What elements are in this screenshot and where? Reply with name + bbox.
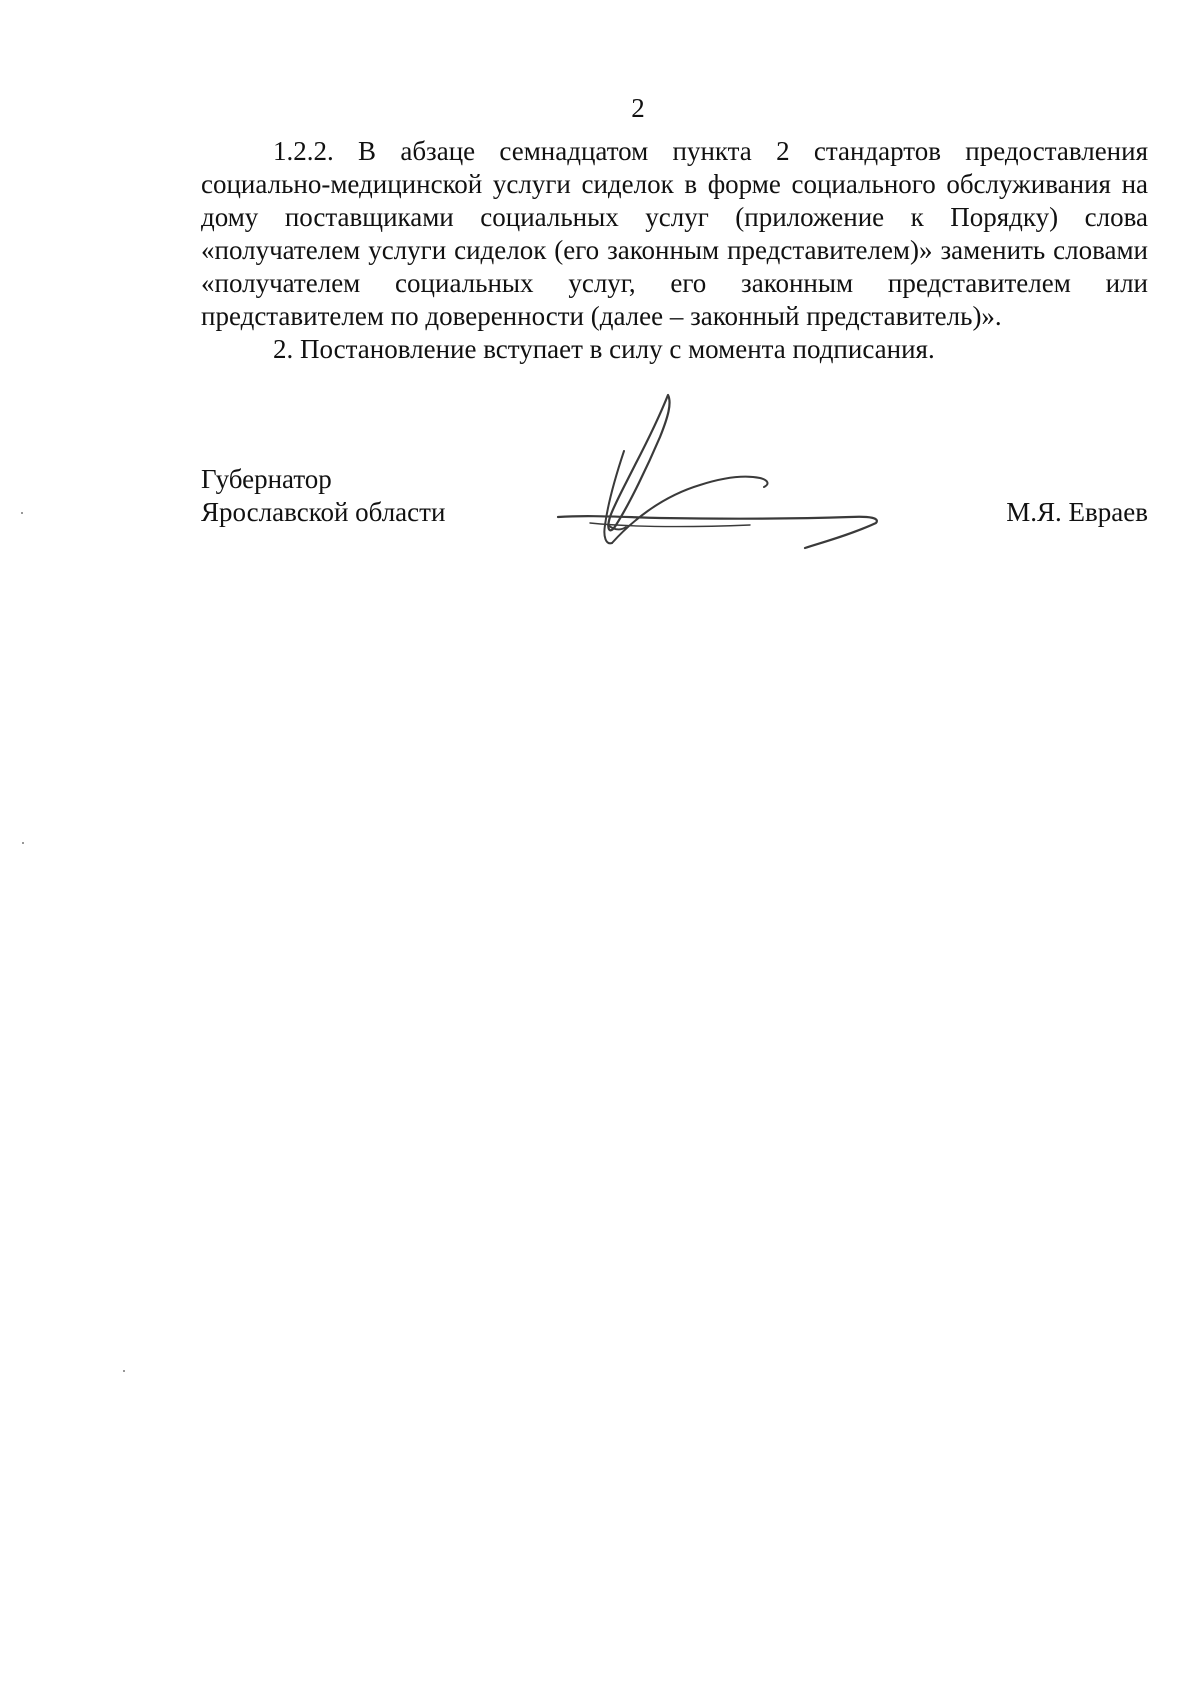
page-number: 2 xyxy=(631,93,645,123)
document-body xyxy=(201,135,1148,366)
position-line-2: Ярославской области xyxy=(201,497,446,527)
signature-block xyxy=(201,463,1148,583)
paragraph-2: 2. Постановление вступает в силу с момента подписания. xyxy=(273,334,935,364)
scan-speck xyxy=(123,1370,125,1372)
scan-speck xyxy=(22,842,24,844)
position-line-1: Губернатор xyxy=(201,464,332,494)
paragraph-1-2-2: 1.2.2. В абзаце семнадцатом пункта 2 стандартов предоставления социально-медицинской услуги сиделок в форме социального обслуживания на дому поставщиками социальных услуг (приложение к Порядку) слова «получателем услуги сиделок (его законным представителем)» заменить словами «получателем социальных услуг, его законным представителем или представителем по доверенности (далее – законный представитель)». xyxy=(201,136,1148,331)
scan-speck xyxy=(21,512,23,514)
signer-name: М.Я. Евраев xyxy=(1006,497,1148,527)
signer-position xyxy=(201,463,501,529)
